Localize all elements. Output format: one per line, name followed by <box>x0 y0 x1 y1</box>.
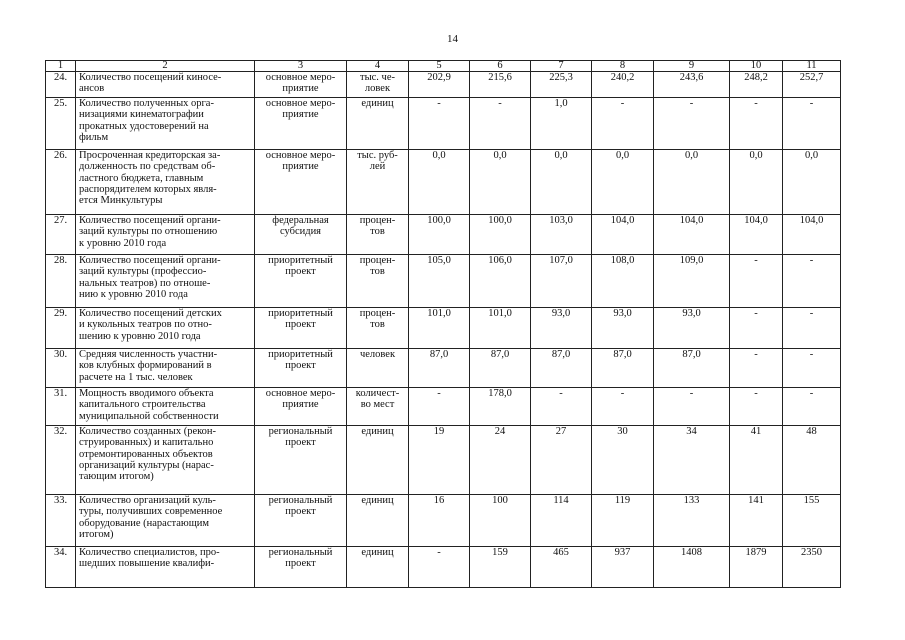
column-number: 1 <box>46 61 76 72</box>
indicator-value: 252,7 <box>783 72 841 98</box>
indicator-value: 93,0 <box>592 308 654 349</box>
indicator-value: 41 <box>730 426 783 495</box>
indicator-value: 16 <box>409 495 470 547</box>
indicator-value: 0,0 <box>730 150 783 215</box>
indicator-value: - <box>783 255 841 308</box>
indicator-value: 101,0 <box>470 308 531 349</box>
row-number: 26. <box>46 150 76 215</box>
indicator-value: 119 <box>592 495 654 547</box>
event-type: региональный проект <box>255 547 347 588</box>
unit-of-measure: процен- тов <box>347 255 409 308</box>
indicator-value: 159 <box>470 547 531 588</box>
indicator-value: 215,6 <box>470 72 531 98</box>
indicator-value: 155 <box>783 495 841 547</box>
indicator-name: Мощность вводимого объекта капитального строительства муниципальной собственности <box>76 388 255 426</box>
row-number: 33. <box>46 495 76 547</box>
indicator-value: 114 <box>531 495 592 547</box>
indicator-value: 202,9 <box>409 72 470 98</box>
indicator-name: Количество посещений органи- заций культуры (профессио- нальных театров) по отноше- нию к уровню 2010 года <box>76 255 255 308</box>
table-row <box>46 547 841 588</box>
indicator-value: 225,3 <box>531 72 592 98</box>
indicator-value: 24 <box>470 426 531 495</box>
indicator-value: 248,2 <box>730 72 783 98</box>
indicator-value: 30 <box>592 426 654 495</box>
indicator-value: - <box>409 98 470 150</box>
indicator-value: - <box>409 547 470 588</box>
indicator-value: - <box>654 388 730 426</box>
column-number: 7 <box>531 61 592 72</box>
indicator-value: 937 <box>592 547 654 588</box>
event-type: федеральная субсидия <box>255 215 347 255</box>
indicator-value: 243,6 <box>654 72 730 98</box>
event-type: основное меро- приятие <box>255 388 347 426</box>
unit-of-measure: единиц <box>347 547 409 588</box>
row-number: 24. <box>46 72 76 98</box>
indicator-value: 133 <box>654 495 730 547</box>
indicator-value: 87,0 <box>470 349 531 388</box>
indicator-value: 93,0 <box>654 308 730 349</box>
indicator-name: Просроченная кредиторская за- долженность по средствам об- ластного бюджета, главным распорядителем которых явля- ется Минкультуры <box>76 150 255 215</box>
indicator-value: 1879 <box>730 547 783 588</box>
indicator-value: - <box>730 98 783 150</box>
indicators-table <box>45 60 841 588</box>
event-type: основное меро- приятие <box>255 150 347 215</box>
indicator-value: 104,0 <box>730 215 783 255</box>
indicator-value: - <box>470 98 531 150</box>
indicator-value: 104,0 <box>654 215 730 255</box>
indicator-value: 100,0 <box>470 215 531 255</box>
unit-of-measure: единиц <box>347 98 409 150</box>
indicator-value: 178,0 <box>470 388 531 426</box>
indicator-value: 104,0 <box>783 215 841 255</box>
indicator-value: - <box>730 308 783 349</box>
indicator-value: 108,0 <box>592 255 654 308</box>
indicator-value: 104,0 <box>592 215 654 255</box>
table-row <box>46 98 841 150</box>
indicator-value: 141 <box>730 495 783 547</box>
indicator-value: 19 <box>409 426 470 495</box>
table-row <box>46 215 841 255</box>
indicator-value: 27 <box>531 426 592 495</box>
indicator-name: Количество посещений детских и кукольных театров по отно- шению к уровню 2010 года <box>76 308 255 349</box>
indicator-name: Количество организаций куль- туры, получивших современное оборудование (нарастающим итогом) <box>76 495 255 547</box>
row-number: 32. <box>46 426 76 495</box>
row-number: 27. <box>46 215 76 255</box>
row-number: 30. <box>46 349 76 388</box>
event-type: основное меро- приятие <box>255 98 347 150</box>
indicator-value: 87,0 <box>592 349 654 388</box>
indicator-value: - <box>654 98 730 150</box>
indicator-value: 100,0 <box>409 215 470 255</box>
column-number: 6 <box>470 61 531 72</box>
table-row <box>46 388 841 426</box>
table-row <box>46 308 841 349</box>
indicator-value: - <box>783 308 841 349</box>
unit-of-measure: процен- тов <box>347 308 409 349</box>
indicator-value: 465 <box>531 547 592 588</box>
table-row <box>46 255 841 308</box>
indicator-value: - <box>592 98 654 150</box>
table-row <box>46 349 841 388</box>
unit-of-measure: единиц <box>347 495 409 547</box>
indicator-value: 0,0 <box>783 150 841 215</box>
indicator-value: - <box>592 388 654 426</box>
page-number: 14 <box>447 33 458 45</box>
indicator-value: 48 <box>783 426 841 495</box>
indicator-name: Средняя численность участни- ков клубных формирований в расчете на 1 тыс. человек <box>76 349 255 388</box>
indicator-value: 105,0 <box>409 255 470 308</box>
column-number: 10 <box>730 61 783 72</box>
unit-of-measure: тыс. руб- лей <box>347 150 409 215</box>
indicator-name: Количество созданных (рекон- струированных) и капитально отремонтированных объектов организаций культуры (нарас- тающим итогом) <box>76 426 255 495</box>
indicator-value: 100 <box>470 495 531 547</box>
column-number: 3 <box>255 61 347 72</box>
row-number: 34. <box>46 547 76 588</box>
column-number: 4 <box>347 61 409 72</box>
indicator-name: Количество посещений киносе- ансов <box>76 72 255 98</box>
indicator-value: 0,0 <box>654 150 730 215</box>
indicator-value: 2350 <box>783 547 841 588</box>
column-number: 11 <box>783 61 841 72</box>
table-row <box>46 426 841 495</box>
indicator-value: 0,0 <box>531 150 592 215</box>
indicator-value: 240,2 <box>592 72 654 98</box>
indicator-value: - <box>783 349 841 388</box>
indicator-name: Количество специалистов, про- шедших повышение квалифи- <box>76 547 255 588</box>
indicator-value: 1408 <box>654 547 730 588</box>
table-row <box>46 150 841 215</box>
indicator-value: - <box>409 388 470 426</box>
indicator-value: 93,0 <box>531 308 592 349</box>
column-number: 9 <box>654 61 730 72</box>
row-number: 25. <box>46 98 76 150</box>
event-type: региональный проект <box>255 426 347 495</box>
indicator-value: - <box>730 255 783 308</box>
indicator-value: - <box>730 388 783 426</box>
event-type: основное меро- приятие <box>255 72 347 98</box>
indicator-value: 1,0 <box>531 98 592 150</box>
column-number: 5 <box>409 61 470 72</box>
indicator-value: 87,0 <box>654 349 730 388</box>
row-number: 29. <box>46 308 76 349</box>
indicator-value: 106,0 <box>470 255 531 308</box>
indicator-value: - <box>730 349 783 388</box>
column-number-row <box>46 61 841 72</box>
indicator-name: Количество полученных орга- низациями кинематографии прокатных удостоверений на фильм <box>76 98 255 150</box>
indicator-value: - <box>783 388 841 426</box>
unit-of-measure: единиц <box>347 426 409 495</box>
indicator-value: - <box>783 98 841 150</box>
indicator-value: 34 <box>654 426 730 495</box>
indicator-value: 107,0 <box>531 255 592 308</box>
event-type: приоритетный проект <box>255 349 347 388</box>
column-number: 2 <box>76 61 255 72</box>
table-row <box>46 72 841 98</box>
unit-of-measure: тыс. че- ловек <box>347 72 409 98</box>
event-type: приоритетный проект <box>255 308 347 349</box>
indicator-value: 0,0 <box>470 150 531 215</box>
table-row <box>46 495 841 547</box>
unit-of-measure: количест- во мест <box>347 388 409 426</box>
row-number: 28. <box>46 255 76 308</box>
event-type: региональный проект <box>255 495 347 547</box>
indicator-value: 87,0 <box>409 349 470 388</box>
indicator-value: 101,0 <box>409 308 470 349</box>
indicator-value: 109,0 <box>654 255 730 308</box>
indicator-value: 87,0 <box>531 349 592 388</box>
unit-of-measure: процен- тов <box>347 215 409 255</box>
column-number: 8 <box>592 61 654 72</box>
indicator-name: Количество посещений органи- заций культуры по отношению к уровню 2010 года <box>76 215 255 255</box>
unit-of-measure: человек <box>347 349 409 388</box>
indicator-value: - <box>531 388 592 426</box>
row-number: 31. <box>46 388 76 426</box>
indicator-value: 103,0 <box>531 215 592 255</box>
indicator-value: 0,0 <box>592 150 654 215</box>
indicator-value: 0,0 <box>409 150 470 215</box>
event-type: приоритетный проект <box>255 255 347 308</box>
